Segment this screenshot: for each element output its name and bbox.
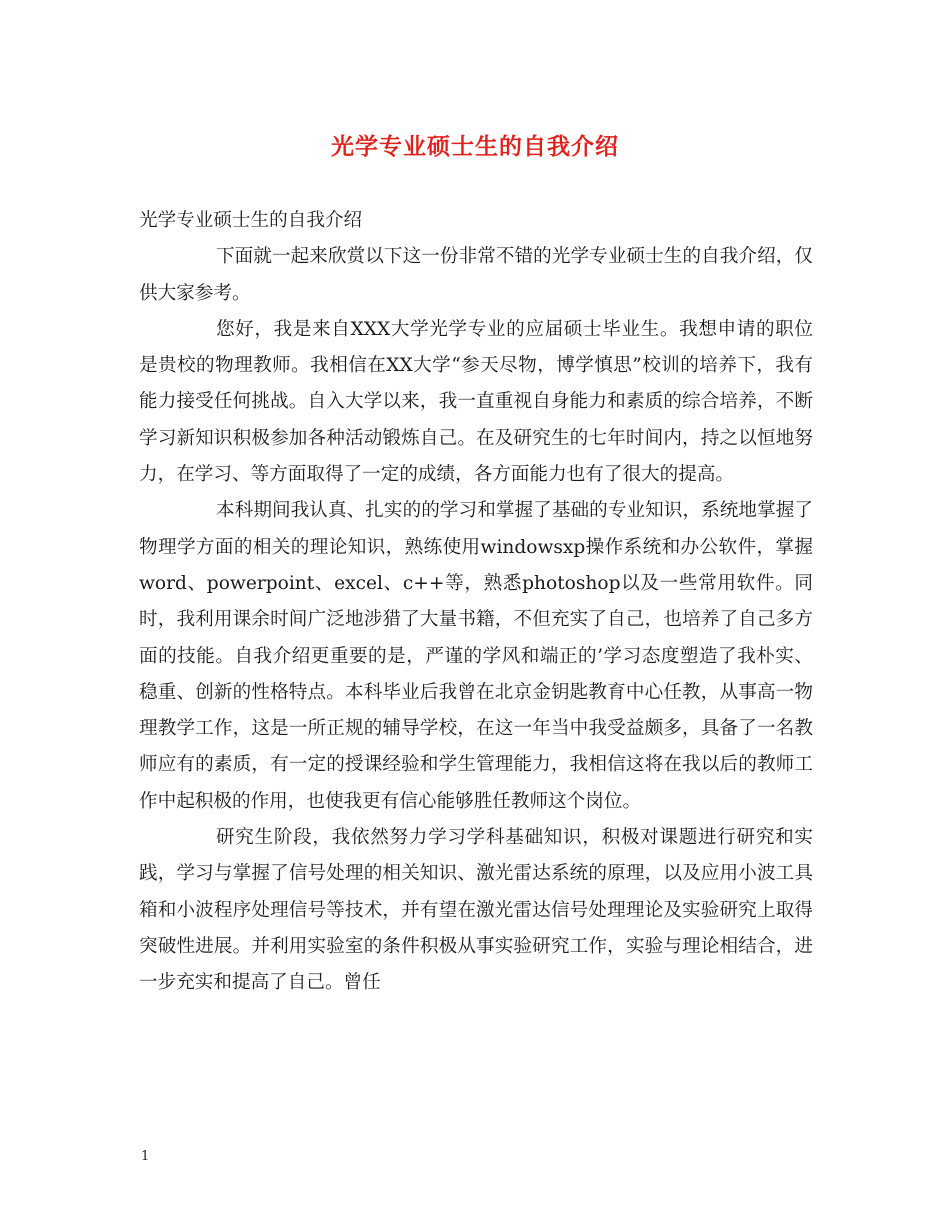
body-paragraph: 下面就一起来欣赏以下这一份非常不错的光学专业硕士生的自我介绍，仅供大家参考。: [139, 246, 813, 304]
body-paragraph: 本科期间我认真、扎实的的学习和掌握了基础的专业知识，系统地掌握了物理学方面的相关的理论知识，熟练使用windowsxp操作系统和办公软件，掌握word、powerpoint、excel、c++等，熟悉photoshop以及一些常用软件。同时，我利用课余时间广泛地涉猎了大量书籍，不但充实了自己，也培养了自己多方面的技能。自我介绍更重要的是，严谨的学风和端正的’学习态度塑造了我朴实、稳重、创新的性格特点。本科毕业后我曾在北京金钥匙教育中心任教，从事高一物理教学工作，这是一所正规的辅导学校，在这一年当中我受益颇多，具备了一名教师应有的素质，有一定的授课经验和学生管理能力，我相信这将在我以后的教师工作中起积极的作用，也使我更有信心能够胜任教师这个岗位。: [139, 500, 813, 812]
body-paragraph-heading: 光学专业硕士生的自我介绍: [139, 210, 363, 231]
body-paragraph: 您好，我是来自XXX大学光学专业的应届硕士毕业生。我想申请的职位是贵校的物理教师。我相信在XX大学“参天尽物，博学慎思”校训的培养下，我有能力接受任何挑战。自入大学以来，我一直重视自身能力和素质的综合培养，不断学习新知识积极参加各种活动锻炼自己。在及研究生的七年时间内，持之以恒地努力，在学习、等方面取得了一定的成绩，各方面能力也有了很大的提高。: [139, 318, 813, 486]
document-title: 光学专业硕士生的自我介绍: [331, 133, 619, 160]
document-body: [139, 203, 813, 1002]
page-number: 1: [141, 1149, 150, 1164]
body-paragraph: 研究生阶段，我依然努力学习学科基础知识，积极对课题进行研究和实践，学习与掌握了信号处理的相关知识、激光雷达系统的原理，以及应用小波工具箱和小波程序处理信号等技术，并有望在激光雷达信号处理理论及实验研究上取得突破性进展。并利用实验室的条件积极从事实验研究工作，实验与理论相结合，进一步充实和提高了自己。曾任: [139, 827, 813, 994]
